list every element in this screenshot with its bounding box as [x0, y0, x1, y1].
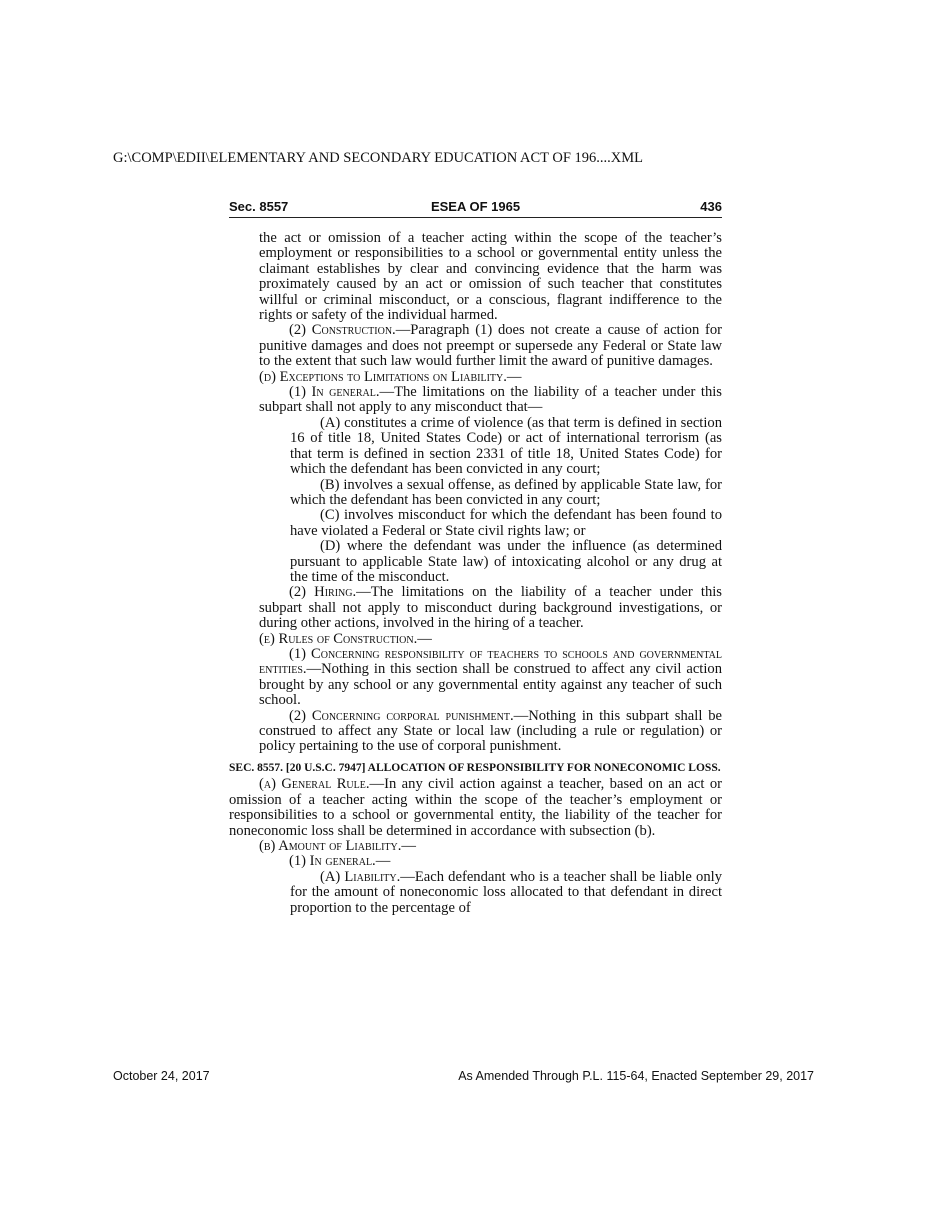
dash: — — [417, 630, 432, 647]
paragraph-b1-heading — [229, 854, 722, 869]
paragraph-d1 — [229, 385, 722, 416]
paragraph-e2-text: —Nothing in this subpart shall be construed to affect any State or local law (including a rule or regulation) or policy pertaining to the use of corporal punishment. — [259, 707, 722, 755]
file-path-header: G:\COMP\EDII\ELEMENTARY AND SECONDARY EDUCATION ACT OF 196....XML — [113, 150, 643, 166]
section-heading: SEC. 8557. [20 U.S.C. 7947] ALLOCATION OF RESPONSIBILITY FOR NONECONOMIC LOSS. — [229, 761, 721, 774]
clause-d-a: (A) constitutes a crime of violence (as that term is defined in section 16 of title 18, United States Code) or act of international terrorism (as that term is defined in section 2331 of title 18, United States Code) for which the defendant has been convicted in any court; — [290, 414, 722, 478]
dash: — — [375, 853, 391, 870]
paragraph-d2 — [229, 585, 722, 631]
subsection-d-heading — [229, 370, 722, 385]
paragraph-d1-text: —The limitations on the liability of a teacher under this subpart shall not apply to any misconduct that— — [259, 384, 722, 416]
heading-general-rule: (a) General Rule. — [259, 776, 370, 793]
clause-d-d: (D) where the defendant was under the influence (as determined pursuant to applicable State law) of intoxicating alcohol or any drug at the time of the misconduct. — [290, 538, 722, 585]
heading-responsibility: (1) Concerning responsibility of teachers to schools and governmental entities. — [259, 645, 722, 678]
heading-rules-of-construction: (e) Rules of Construction. — [259, 630, 418, 647]
paragraph-c2-text: —Paragraph (1) does not create a cause of action for punitive damages and does not preempt or supersede any Federal or State law to the extent that such law would further limit the award of punitive damages. — [259, 322, 723, 370]
running-head — [229, 198, 722, 218]
paragraph-e1 — [229, 647, 722, 709]
footer-amended: As Amended Through P.L. 115-64, Enacted September 29, 2017 — [458, 1069, 814, 1083]
paragraph-e2 — [229, 709, 722, 755]
subsection-a — [229, 777, 722, 839]
heading-exceptions: (d) Exceptions to Limitations on Liability. — [259, 368, 507, 385]
footer-date: October 24, 2017 — [113, 1069, 210, 1083]
heading-corporal-punishment: (2) Concerning corporal punishment. — [289, 707, 514, 724]
heading-liability: (A) Liability. — [320, 868, 401, 885]
clause-b-a — [229, 870, 722, 916]
heading-hiring: (2) Hiring. — [289, 584, 357, 601]
heading-amount-of-liability: (b) Amount of Liability. — [259, 837, 402, 854]
heading-construction: (2) Construction. — [289, 322, 396, 339]
dash: — — [401, 837, 416, 854]
running-head-section: Sec. 8557 — [229, 199, 289, 214]
clause-b-a-text: —Each defendant who is a teacher shall be liable only for the amount of noneconomic loss allocated to that defendant in direct proportion to the percentage of — [290, 868, 722, 916]
clause-d-c: (C) involves misconduct for which the defendant has been found to have violated a Federal or State civil rights law; or — [290, 507, 722, 539]
document-body — [229, 231, 722, 916]
paragraph-d2-text: —The limitations on the liability of a teacher under this subpart shall not apply to misconduct during background investigations, or during other actions, involved in the hiring of a teacher. — [259, 584, 722, 632]
running-head-page-number: 436 — [700, 199, 722, 214]
paragraph-e1-text: —Nothing in this section shall be construed to affect any civil action brought by any school or any governmental entity against any teacher of such school. — [259, 661, 722, 709]
subsection-a-text: —In any civil action against a teacher, based on an act or omission of a teacher acting within the scope of the teacher’s employment or responsibilities to a school or governmental entity, the liability of the teacher for noneconomic loss shall be determined in accordance with subsection (b). — [229, 776, 723, 839]
dash: — — [506, 368, 522, 385]
subsection-e-heading — [229, 632, 722, 647]
heading-b1-in-general: (1) In general. — [289, 853, 376, 870]
subsection-b-heading — [229, 839, 722, 854]
paragraph-c2 — [229, 323, 722, 369]
heading-in-general: (1) In general. — [289, 384, 380, 401]
running-head-title: ESEA OF 1965 — [430, 199, 521, 214]
paragraph-continuation: the act or omission of a teacher acting within the scope of the teacher’s employment or responsibilities to a school or governmental entity unless the claimant establishes by clear and convincing evidence that the harm was proximately caused by an act or omission of such teacher that constitutes willful or criminal misconduct, or a conscious, flagrant indifference to the rights or safety of the individual harmed. — [259, 230, 722, 324]
clause-d-b: (B) involves a sexual offense, as defined by applicable State law, for which the defendant has been convicted in any court; — [290, 476, 722, 508]
